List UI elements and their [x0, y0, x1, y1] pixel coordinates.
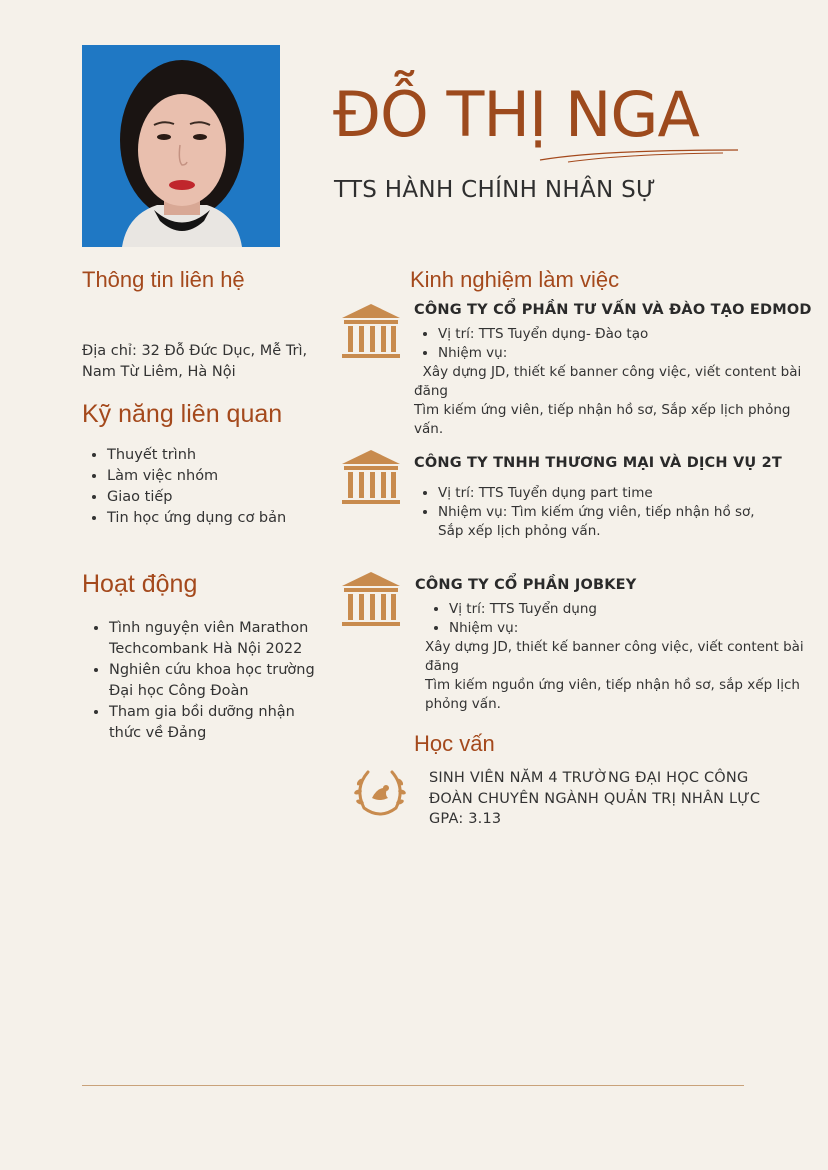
building-icon — [340, 302, 402, 360]
list-item: • Tình nguyện viên Marathon Techcombank Hà Nội 2022 — [109, 618, 330, 660]
laurel-bird-icon — [352, 768, 408, 816]
building-icon — [340, 448, 402, 506]
education-gpa: GPA: 3.13 — [429, 811, 502, 827]
list-item: • Vị trí: TTS Tuyển dụng- Đào tạo — [438, 325, 804, 344]
list-item: • Vị trí: TTS Tuyển dụng part time — [438, 484, 784, 503]
education-details — [429, 768, 809, 830]
address-line-2: Nam Từ Liêm, Hà Nội — [82, 364, 236, 380]
job-details-3 — [425, 600, 805, 714]
job-detail-text: Tìm kiếm ứng viên, tiếp nhận hồ sơ, Sắp xếp lịch phỏng vấn. — [414, 402, 791, 437]
job-details-2 — [414, 484, 784, 541]
job-details-1 — [414, 325, 804, 439]
candidate-name: ĐỖ THỊ NGA — [333, 78, 699, 151]
skills-list — [83, 445, 323, 529]
experience-heading: Kinh nghiệm làm việc — [410, 267, 620, 292]
job-detail-text: Xây dựng JD, thiết kế banner công việc, viết content bài đăng — [414, 364, 806, 399]
list-item: • Tham gia bồi dưỡng nhận thức về Đảng — [109, 702, 330, 744]
list-item: • Nghiên cứu khoa học trường Đại học Công Đoàn — [109, 660, 330, 702]
list-item: • Nhiệm vụ: — [449, 619, 805, 638]
company-name-1: CÔNG TY CỔ PHẦN TƯ VẤN VÀ ĐÀO TẠO EDMOD — [414, 302, 812, 318]
activities-heading: Hoạt động — [82, 570, 198, 598]
skills-heading: Kỹ năng liên quan — [82, 400, 283, 428]
name-underline-flourish — [538, 146, 743, 166]
contact-address — [82, 341, 332, 383]
list-item: • Làm việc nhóm — [107, 466, 323, 487]
footer-divider — [82, 1085, 744, 1086]
address-line-1: Địa chỉ: 32 Đỗ Đức Dục, Mễ Trì, — [82, 343, 308, 359]
list-item: • Thuyết trình — [107, 445, 323, 466]
building-icon — [340, 570, 402, 628]
activities-list — [85, 618, 330, 744]
company-name-3: CÔNG TY CỔ PHẦN JOBKEY — [415, 577, 637, 593]
list-item: • Giao tiếp — [107, 487, 323, 508]
job-detail-text: Tìm kiếm nguồn ứng viên, tiếp nhận hồ sơ, sắp xếp lịch phỏng vấn. — [425, 677, 800, 712]
education-line-2: ĐOÀN CHUYÊN NGÀNH QUẢN TRỊ NHÂN LỰC — [429, 790, 761, 807]
company-name-2: CÔNG TY TNHH THƯƠNG MẠI VÀ DỊCH VỤ 2T — [414, 455, 783, 471]
list-item: • Vị trí: TTS Tuyển dụng — [449, 600, 805, 619]
list-item: • Nhiệm vụ: — [438, 344, 804, 363]
list-item: • Tin học ứng dụng cơ bản — [107, 508, 323, 529]
job-title: TTS HÀNH CHÍNH NHÂN SỰ — [334, 177, 657, 203]
contact-heading: Thông tin liên hệ — [82, 267, 245, 292]
list-item: • Nhiệm vụ: Tìm kiếm ứng viên, tiếp nhận hồ sơ, Sắp xếp lịch phỏng vấn. — [438, 503, 784, 541]
profile-photo — [82, 45, 280, 247]
job-detail-text: Xây dựng JD, thiết kế banner công việc, viết content bài đăng — [425, 639, 804, 674]
education-heading: Học vấn — [414, 731, 495, 756]
education-line-1: SINH VIÊN NĂM 4 TRƯỜNG ĐẠI HỌC CÔNG — [429, 770, 749, 786]
